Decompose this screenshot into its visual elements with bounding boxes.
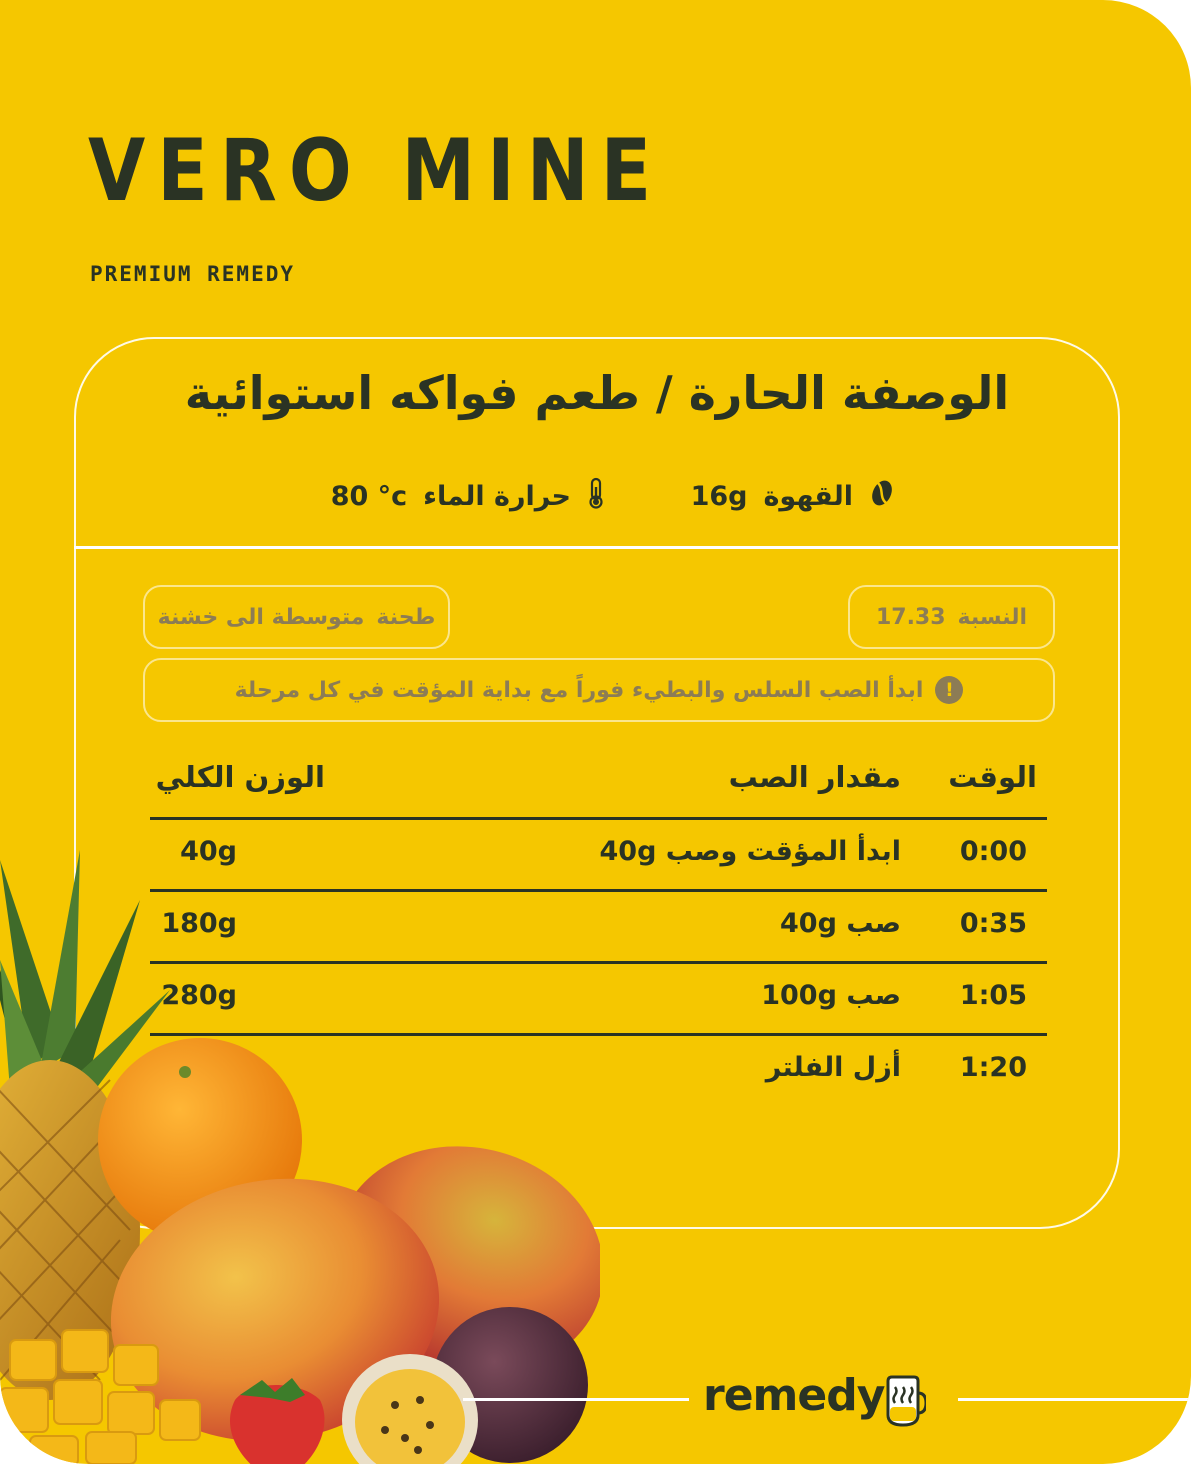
ratio-value: 17.33 — [875, 604, 946, 630]
exclamation-icon: ! — [935, 676, 963, 704]
water-temperature — [331, 476, 605, 516]
row-time: 1:05 — [959, 980, 1027, 1011]
grind-label: طحنة — [376, 604, 436, 630]
row-time: 0:00 — [959, 836, 1027, 867]
tropical-fruit-illustration — [0, 840, 600, 1464]
footer-line-right — [958, 1398, 1191, 1401]
grind-value: متوسطة الى خشنة — [157, 604, 365, 630]
recipe-title: الوصفة الحارة / طعم فواكه استوائية — [184, 366, 1010, 420]
grind-pill — [143, 585, 450, 649]
cup-icon — [884, 1375, 926, 1435]
footer-line-left — [463, 1398, 689, 1401]
row-pour: صب 100g — [761, 980, 901, 1011]
row-pour: ابدأ المؤقت وصب 40g — [599, 836, 901, 867]
header-time: الوقت — [948, 760, 1037, 794]
ratio-pill — [848, 585, 1055, 649]
header-pour: مقدار الصب — [728, 760, 901, 794]
coffee-label: القهوة — [763, 480, 853, 512]
thermometer-icon — [587, 477, 605, 516]
coffee-dose — [691, 476, 895, 516]
coffee-value: 16g — [690, 480, 748, 512]
header-total-weight: الوزن الكلي — [155, 760, 325, 794]
row-total: 280g — [161, 980, 237, 1011]
row-total: 180g — [161, 908, 237, 939]
row-total: 40g — [180, 836, 237, 867]
brand-tagline: PREMIUM REMEDY — [90, 262, 296, 286]
row-time: 1:20 — [959, 1052, 1027, 1083]
tip-text: ابدأ الصب السلس والبطيء فوراً مع بداية المؤقت في كل مرحلة — [234, 677, 924, 703]
coffee-bean-icon — [869, 478, 895, 515]
ratio-label: النسبة — [957, 604, 1028, 630]
table-header-line — [150, 817, 1047, 820]
tip-pill — [143, 658, 1055, 722]
water-label: حرارة الماء — [423, 480, 571, 512]
brand-title: VERO MINE — [88, 121, 664, 221]
row-pour: أزل الفلتر — [765, 1052, 901, 1083]
card-divider — [74, 546, 1120, 549]
water-value: 80 °c — [330, 480, 408, 512]
footer-logo-text: remedy — [703, 1370, 885, 1421]
row-pour: صب 40g — [780, 908, 901, 939]
row-time: 0:35 — [959, 908, 1027, 939]
